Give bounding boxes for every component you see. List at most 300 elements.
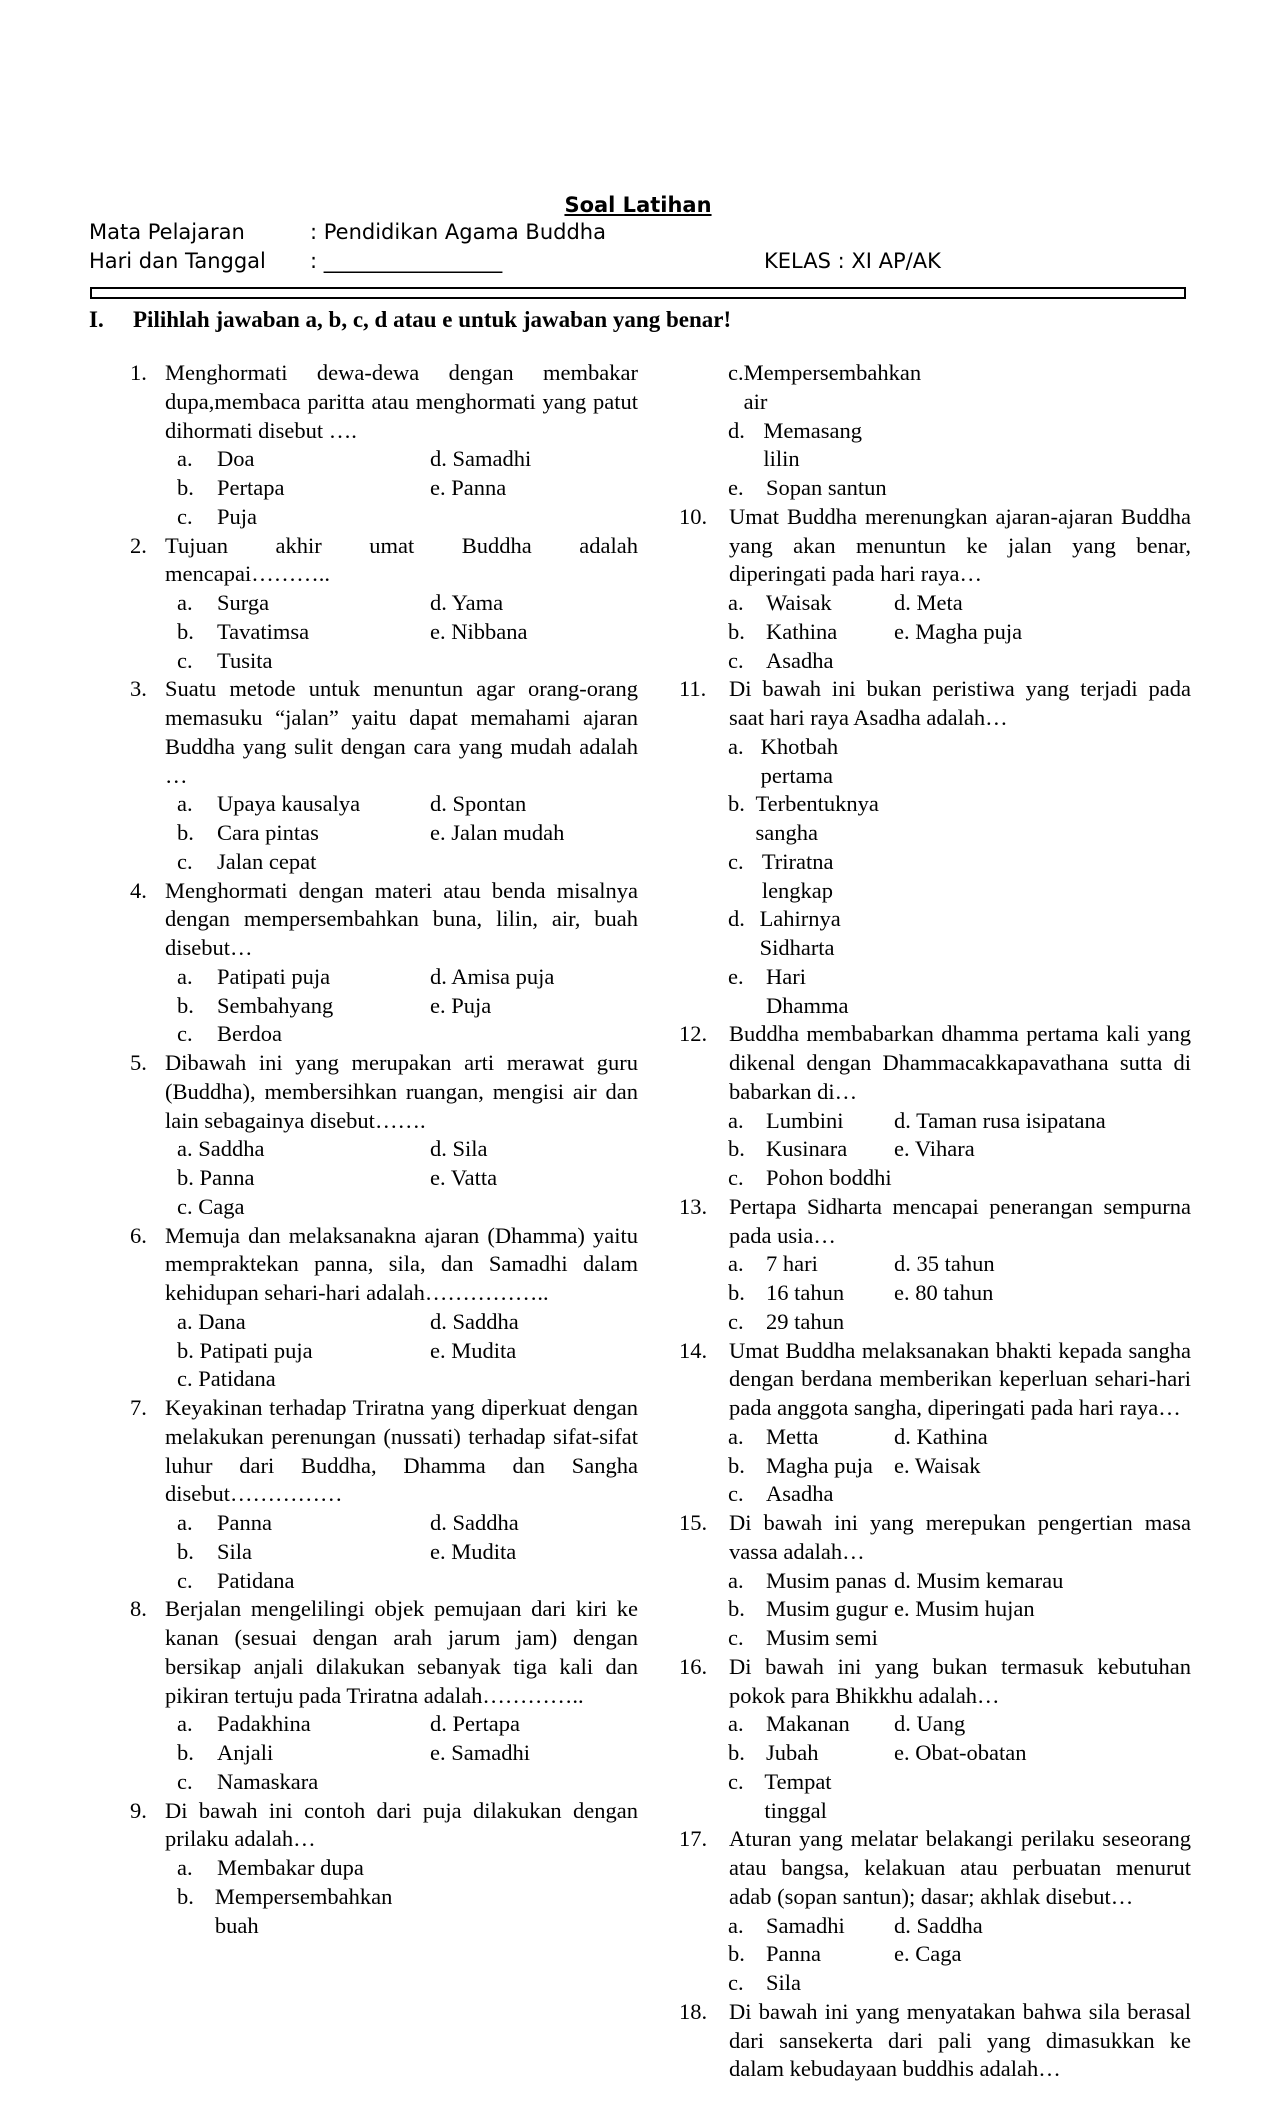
option-letter: c.: [177, 848, 193, 874]
option-letter: c.: [728, 1308, 744, 1334]
option-row: [679, 1567, 1191, 1596]
question-stem: [130, 1394, 638, 1509]
option-text: Cara pintas: [217, 820, 319, 845]
option-text: Jubah: [766, 1740, 819, 1765]
option-text: Kathina: [766, 618, 838, 644]
option-letter: c.: [177, 1021, 193, 1047]
question-item: [679, 1509, 1191, 1653]
instruction-text: Pilihlah jawaban a, b, c, d atau e untuk jawaban yang benar!: [133, 307, 732, 332]
option-left: [679, 848, 894, 906]
option-left: [679, 1250, 894, 1279]
option-left: [130, 1768, 430, 1797]
option-text: Sila: [217, 1538, 253, 1564]
option-letter: b.: [177, 1740, 194, 1765]
option-right: d. Uang: [894, 1711, 966, 1737]
option-text: Sembahyang: [217, 992, 334, 1018]
option-row: [130, 819, 638, 848]
option-left: [679, 1480, 894, 1509]
option-text: Lahirnya Sidharta: [759, 906, 841, 960]
question-number: 4.: [130, 877, 147, 903]
question-number: 18.: [679, 1998, 708, 2024]
option-left: [130, 1538, 430, 1567]
right-column: [679, 359, 1191, 2084]
option-text: Tusita: [217, 647, 273, 673]
option-text: Upaya kausalya: [217, 791, 361, 817]
option-left: [679, 1567, 894, 1596]
option-text: Padakhina: [217, 1711, 311, 1737]
option-letter: b.: [177, 1538, 194, 1564]
option-left: [679, 1135, 894, 1164]
option-left: [679, 1624, 894, 1653]
option-row: [130, 1567, 638, 1596]
question-number: 9.: [130, 1797, 147, 1823]
question-number: 7.: [130, 1395, 147, 1420]
option-row: [130, 1854, 638, 1883]
question-item: [679, 675, 1191, 1020]
option-left: [130, 1337, 430, 1366]
subject-label: Mata Pelajaran: [89, 220, 245, 244]
question-item: [679, 1193, 1191, 1337]
question-number: 5.: [130, 1050, 147, 1075]
option-left: [679, 1739, 894, 1768]
option-row: [130, 589, 638, 618]
option-text: Musim panas: [766, 1567, 887, 1593]
question-number: 16.: [679, 1653, 708, 1679]
question-item: [679, 1825, 1191, 1998]
option-letter: a.: [728, 733, 744, 759]
option-left: [679, 1969, 894, 1998]
question-text: Buddha membabarkan dhamma pertama kali yang dikenal dengan Dhammacakkapavathana sutta di babarkan di…: [729, 1021, 1191, 1104]
question-stem: [130, 877, 638, 963]
question-number: 6.: [130, 1222, 147, 1248]
question-stem: [679, 1193, 1191, 1251]
option-right: e. Samadhi: [430, 1740, 530, 1765]
option-right: e. Magha puja: [894, 618, 1023, 644]
option-left: [130, 1883, 430, 1941]
header-divider-box: [90, 287, 1186, 299]
option-letter: a.: [177, 1711, 193, 1737]
option-letter: c.: [728, 848, 744, 874]
option-left: [130, 1739, 430, 1768]
option-left: [130, 992, 430, 1021]
option-letter: b.: [177, 618, 194, 644]
option-letter: b.: [177, 992, 194, 1018]
option-text: Terbentuknya sangha: [755, 791, 879, 845]
option-right: e. Vihara: [894, 1136, 975, 1162]
option-left: [679, 417, 894, 475]
option-text: Surga: [217, 590, 270, 615]
option-text: Panna: [217, 1510, 272, 1535]
option-text: Metta: [766, 1423, 819, 1449]
option-letter: b.: [177, 1883, 194, 1909]
option-left: [679, 618, 894, 647]
option-letter: b.: [728, 618, 745, 644]
option-text: Samadhi: [766, 1912, 845, 1938]
option-letter: a.: [728, 1423, 744, 1449]
option-row: [679, 647, 1191, 676]
option-left: [130, 647, 430, 676]
option-left: [130, 445, 430, 474]
question-number: 10.: [679, 503, 708, 529]
option-right: e. Waisak: [894, 1452, 981, 1478]
page-title: Soal Latihan: [564, 193, 712, 217]
option-row: [679, 1250, 1191, 1279]
option-text: Magha puja: [766, 1452, 873, 1478]
question-text: Pertapa Sidharta mencapai penerangan sempurna pada usia…: [729, 1193, 1191, 1248]
question-stem: [679, 1020, 1191, 1106]
option-text: 29 tahun: [766, 1308, 845, 1334]
option-letter: b.: [177, 820, 194, 845]
option-row: [130, 474, 638, 503]
option-text: Namaskara: [217, 1768, 319, 1794]
option-letter: a.: [728, 1711, 744, 1737]
question-text: Keyakinan terhadap Triratna yang diperkuat dengan melakukan perenungan (nussati) terhadap sifat-sifat luhur dari Buddha, Dhamma dan Sangha disebut……………: [165, 1395, 638, 1507]
question-number: 3.: [130, 676, 147, 702]
option-row: [679, 474, 1191, 503]
question-text: Suatu metode untuk menuntun agar orang-orang memasuku “jalan” yaitu dapat memahami ajaran Buddha yang sulit dengan cara yang mudah adalah …: [165, 676, 638, 788]
question-stem: [679, 1337, 1191, 1423]
option-left: [679, 474, 894, 503]
option-left: [130, 1193, 430, 1222]
option-left: [679, 1940, 894, 1969]
option-right: e. Jalan mudah: [430, 820, 565, 845]
option-left: [130, 474, 430, 503]
option-right: e. Nibbana: [430, 618, 528, 644]
option-row: [130, 1365, 638, 1394]
option-left: [679, 647, 894, 676]
option-left: [679, 589, 894, 618]
option-letter: a.: [177, 791, 193, 817]
option-row: [679, 1912, 1191, 1941]
option-row: [130, 1020, 638, 1049]
option-text: 7 hari: [766, 1251, 818, 1277]
question-item: [130, 1222, 638, 1395]
question-item: [130, 675, 638, 876]
option-letter: a.: [728, 1912, 744, 1938]
option-left: [679, 1912, 894, 1941]
option-row: [679, 1164, 1191, 1193]
option-letter: a.: [177, 1510, 193, 1535]
option-right: e. Vatta: [430, 1165, 498, 1190]
option-text: Hari Dhamma: [765, 963, 849, 1018]
option-letter: b.: [728, 791, 745, 817]
option-letter: b.: [728, 1596, 745, 1622]
left-column: [130, 359, 638, 1940]
option-text: Memasang lilin: [763, 417, 863, 472]
option-text: Musim semi: [766, 1625, 878, 1650]
option-text: Patipati puja: [217, 963, 331, 989]
option-row: [679, 417, 1191, 475]
option-text: Asadha: [766, 1481, 834, 1507]
question-text: Dibawah ini yang merupakan arti merawat guru (Buddha), membersihkan ruangan, mengisi air dan lain sebagainya disebut…….: [165, 1050, 638, 1133]
option-text: Membakar dupa: [217, 1855, 364, 1880]
option-right: e. Puja: [430, 992, 492, 1018]
option-left: [130, 1365, 430, 1394]
option-letter: b.: [728, 1740, 745, 1765]
option-text: Berdoa: [217, 1021, 282, 1047]
option-letter: c.: [728, 1625, 744, 1650]
option-row: [679, 1739, 1191, 1768]
question-stem: [130, 1222, 638, 1308]
class-value: KELAS : XI AP/AK: [764, 249, 941, 273]
option-text: Sila: [766, 1970, 802, 1995]
option-letter: c.: [728, 1481, 744, 1507]
option-text: Mempersembahkan buah: [214, 1883, 393, 1938]
option-left: [679, 1107, 894, 1136]
option-text: Waisak: [766, 590, 832, 615]
option-right: d. Saddha: [894, 1912, 983, 1938]
question-text: Di bawah ini yang merepukan pengertian masa vassa adalah…: [729, 1510, 1191, 1564]
option-right: d. Kathina: [894, 1423, 988, 1449]
option-row: [130, 790, 638, 819]
subject-value: : Pendidikan Agama Buddha: [310, 220, 606, 244]
question-item: [130, 532, 638, 676]
option-text: b. Panna: [177, 1165, 255, 1190]
option-text: Puja: [217, 503, 258, 529]
option-text: a. Saddha: [177, 1136, 265, 1162]
option-row: [130, 848, 638, 877]
question-item: [130, 359, 638, 532]
question-stem: [679, 675, 1191, 733]
option-row: [679, 1595, 1191, 1624]
option-text: Kusinara: [766, 1136, 848, 1162]
option-row: [679, 1452, 1191, 1481]
option-row: [679, 1969, 1191, 1998]
option-text: c. Patidana: [177, 1366, 276, 1392]
option-row: [679, 1624, 1191, 1653]
option-text: Lumbini: [766, 1107, 844, 1133]
option-letter: b.: [728, 1136, 745, 1162]
question-number: 17.: [679, 1826, 708, 1852]
option-row: [130, 1308, 638, 1337]
question-stem: [130, 532, 638, 590]
option-text: b. Patipati puja: [177, 1337, 313, 1363]
question-number: 15.: [679, 1510, 708, 1535]
option-right: d. 35 tahun: [894, 1251, 995, 1277]
option-letter: d.: [728, 417, 745, 443]
option-text: Anjali: [217, 1740, 274, 1765]
option-left: [130, 618, 430, 647]
option-row: [679, 1308, 1191, 1337]
question-stem: [130, 1595, 638, 1710]
option-text: Panna: [766, 1941, 821, 1967]
question-stem: [679, 1509, 1191, 1567]
option-left: [130, 1854, 430, 1883]
option-letter: e.: [728, 963, 744, 989]
option-left: [679, 359, 922, 417]
option-left: [679, 1279, 894, 1308]
question-number: 2.: [130, 532, 147, 558]
option-row: [679, 359, 1191, 417]
option-left: [679, 1768, 894, 1826]
option-letter: a.: [728, 590, 744, 615]
section-instruction: [89, 307, 731, 333]
option-row: [679, 1107, 1191, 1136]
option-left: [679, 1164, 894, 1193]
option-right: d. Pertapa: [430, 1711, 520, 1737]
option-text: Tempat tinggal: [764, 1768, 832, 1823]
option-left: [130, 790, 430, 819]
question-stem: [679, 1653, 1191, 1711]
option-row: [679, 733, 1191, 791]
option-left: [130, 589, 430, 618]
option-letter: c.: [728, 360, 744, 385]
question-stem: [679, 503, 1191, 589]
option-letter: c.: [728, 1165, 744, 1190]
question-stem: [679, 1998, 1191, 2084]
option-row: [130, 445, 638, 474]
option-row: [130, 647, 638, 676]
option-text: c. Caga: [177, 1193, 245, 1219]
option-letter: c.: [177, 1567, 193, 1593]
option-left: [130, 848, 430, 877]
option-text: Pertapa: [217, 475, 285, 500]
option-right: d. Samadhi: [430, 446, 532, 472]
question-item: [130, 1797, 638, 1941]
question-number: 12.: [679, 1021, 708, 1047]
option-text: Patidana: [217, 1567, 295, 1593]
question-item: [130, 1049, 638, 1222]
option-row: [130, 618, 638, 647]
question-number: 8.: [130, 1596, 147, 1622]
option-row: [130, 1538, 638, 1567]
option-letter: a.: [728, 1251, 744, 1277]
option-right: e. Mudita: [430, 1538, 517, 1564]
option-text: Makanan: [766, 1711, 850, 1737]
option-row: [679, 963, 1191, 1021]
option-left: [679, 1452, 894, 1481]
option-letter: b.: [177, 475, 194, 500]
option-right: d. Meta: [894, 590, 963, 615]
option-left: [130, 1135, 430, 1164]
question-text: Menghormati dewa-dewa dengan membakar dupa,membaca paritta atau menghormati yang patut dihormati disebut ….: [165, 360, 638, 443]
question-text: Di bawah ini yang bukan termasuk kebutuhan pokok para Bhikkhu adalah…: [729, 1653, 1191, 1708]
option-row: [679, 1940, 1191, 1969]
option-text: Triratna lengkap: [761, 848, 834, 903]
question-number: 14.: [679, 1337, 708, 1363]
option-left: [679, 1710, 894, 1739]
option-left: [679, 733, 894, 791]
option-row: [679, 1480, 1191, 1509]
question-stem: [130, 675, 638, 790]
option-letter: a.: [177, 446, 193, 472]
option-text: Mempersembahkan air: [743, 360, 922, 414]
option-row: [130, 1509, 638, 1538]
option-left: [679, 1423, 894, 1452]
option-right: e. Musim hujan: [894, 1596, 1035, 1622]
option-letter: a.: [728, 1107, 744, 1133]
date-value: : _________________: [310, 249, 503, 273]
option-text: Musim gugur: [766, 1596, 888, 1622]
option-text: Asadha: [766, 647, 834, 673]
option-row: [679, 618, 1191, 647]
option-letter: a.: [728, 1567, 744, 1593]
option-right: e. Mudita: [430, 1337, 517, 1363]
option-left: [130, 1710, 430, 1739]
option-text: a. Dana: [177, 1308, 246, 1334]
option-row: [679, 1279, 1191, 1308]
option-left: [679, 1308, 894, 1337]
option-row: [130, 1883, 638, 1941]
date-label: Hari dan Tanggal: [89, 249, 266, 273]
question-text: Aturan yang melatar belakangi perilaku seseorang atau bangsa, kelakuan atau perbuatan menurut adab (sopan santun); dasar; akhlak disebut…: [729, 1826, 1191, 1909]
question-text: Berjalan mengelilingi objek pemujaan dari kiri ke kanan (sesuai dengan arah jarum jam) dengan bersikap anjali dilakukan sebanyak tiga kali dan pikiran tertuju pada Triratna adalah…………..: [165, 1596, 638, 1708]
option-letter: c.: [177, 1768, 193, 1794]
option-left: [130, 1567, 430, 1596]
question-text: Di bawah ini bukan peristiwa yang terjadi pada saat hari raya Asadha adalah…: [729, 676, 1191, 730]
option-right: d. Musim kemarau: [894, 1567, 1064, 1593]
option-letter: c.: [728, 647, 744, 673]
question-number: 13.: [679, 1193, 708, 1219]
option-row: [679, 589, 1191, 618]
question-text: Menghormati dengan materi atau benda misalnya dengan mempersembahkan buna, lilin, air, buah disebut…: [165, 877, 638, 960]
option-row: [130, 1739, 638, 1768]
option-right: d. Spontan: [430, 791, 527, 817]
option-row: [130, 1337, 638, 1366]
question-item: [679, 1998, 1191, 2084]
option-row: [679, 848, 1191, 906]
option-right: d. Yama: [430, 590, 504, 615]
question-stem: [130, 359, 638, 445]
option-right: e. Obat-obatan: [894, 1740, 1027, 1765]
option-left: [130, 1164, 430, 1193]
option-right: d. Amisa puja: [430, 963, 555, 989]
option-letter: a.: [177, 1855, 193, 1880]
option-row: [130, 992, 638, 1021]
option-row: [679, 790, 1191, 848]
question-number: 11.: [679, 676, 707, 702]
question-text: Di bawah ini contoh dari puja dilakukan dengan prilaku adalah…: [165, 1797, 638, 1852]
question-stem: [130, 1049, 638, 1135]
option-left: [130, 1020, 430, 1049]
option-text: 16 tahun: [766, 1280, 845, 1305]
section-number: I.: [89, 307, 104, 332]
option-row: [130, 1710, 638, 1739]
option-letter: c.: [728, 1768, 744, 1794]
option-text: Jalan cepat: [217, 848, 317, 874]
question-item: [679, 1337, 1191, 1510]
question-item: [130, 1394, 638, 1595]
option-letter: c.: [728, 1970, 744, 1995]
option-row: [679, 1423, 1191, 1452]
question-text: Memuja dan melaksanakna ajaran (Dhamma) yaitu mempraktekan panna, sila, dan Samadhi dalam kehidupan sehari-hari adalah……………..: [165, 1222, 638, 1305]
option-row: [679, 1710, 1191, 1739]
option-right: d. Sila: [430, 1136, 488, 1162]
question-item: [130, 1595, 638, 1796]
option-letter: b.: [728, 1280, 745, 1305]
option-letter: c.: [177, 503, 193, 529]
option-row: [679, 1135, 1191, 1164]
question-item: [130, 877, 638, 1050]
option-right: d. Taman rusa isipatana: [894, 1107, 1106, 1133]
option-row: [130, 503, 638, 532]
option-right: e. Caga: [894, 1941, 962, 1967]
option-left: [679, 905, 894, 963]
option-right: d. Saddha: [430, 1510, 519, 1535]
option-row: [130, 1193, 638, 1222]
option-letter: b.: [728, 1941, 745, 1967]
option-letter: a.: [177, 963, 193, 989]
option-text: Khotbah pertama: [760, 733, 839, 788]
question-item: [679, 1653, 1191, 1826]
option-row: [130, 963, 638, 992]
option-row: [130, 1768, 638, 1797]
question-item: [679, 503, 1191, 676]
option-right: e. Panna: [430, 475, 507, 500]
option-left: [130, 963, 430, 992]
question-text: Umat Buddha melaksanakan bhakti kepada sangha dengan berdana memberikan keperluan sehari-hari pada anggota sangha, diperingati pada hari raya…: [729, 1337, 1191, 1420]
option-left: [130, 1308, 430, 1337]
